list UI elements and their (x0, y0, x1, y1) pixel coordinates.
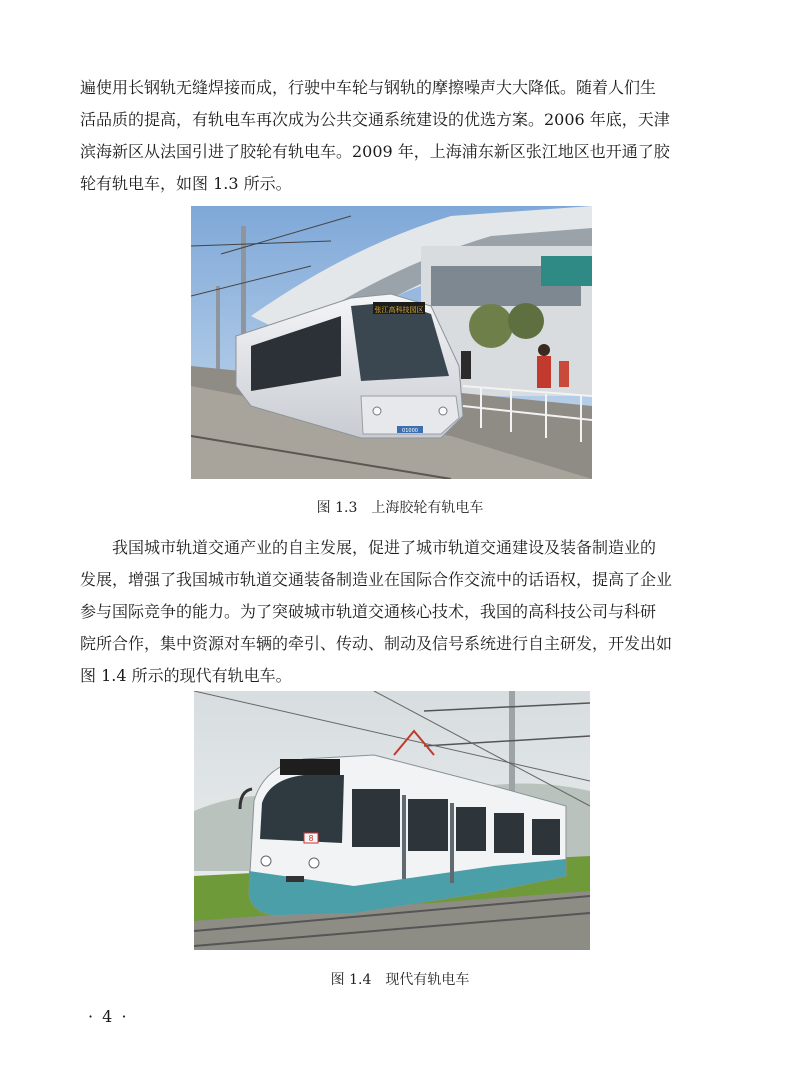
paragraph-2-line-1: 我国城市轨道交通产业的自主发展，促进了城市轨道交通建设及装备制造业的 (112, 538, 657, 557)
figure-1-3-number: 图 1.3 (316, 500, 358, 516)
paragraph-2-line-2: 发展，增强了我国城市轨道交通装备制造业在国际合作交流中的话语权，提高了企业 (80, 570, 673, 589)
paragraph-1 (80, 72, 720, 200)
figure-1-4-caption (0, 970, 800, 990)
figure-1-3-title: 上海胶轮有轨电车 (371, 500, 484, 516)
destination-sign: 张江高科技园区 (374, 306, 424, 314)
figure-1-4-photo (194, 691, 590, 950)
page-number: · 4 · (88, 1007, 129, 1026)
figure-1-3-caption (0, 498, 800, 518)
paragraph-2-line-5: 图 1.4 所示的现代有轨电车。 (80, 666, 292, 685)
route-number: 8 (308, 834, 314, 843)
figure-1-4-title: 现代有轨电车 (385, 972, 470, 988)
paragraph-2-line-3: 参与国际竞争的能力。为了突破城市轨道交通核心技术，我国的高科技公司与科研 (80, 602, 657, 621)
paragraph-2-line-4: 院所合作，集中资源对车辆的牵引、传动、制动及信号系统进行自主研发，开发出如 (80, 634, 673, 653)
paragraph-1-line-4: 轮有轨电车，如图 1.3 所示。 (80, 174, 292, 193)
figure-1-3-photo (191, 206, 592, 479)
paragraph-1-line-1: 遍使用长钢轨无缝焊接而成，行驶中车轮与钢轨的摩擦噪声大大降低。随着人们生 (80, 78, 657, 97)
figure-1-4-number: 图 1.4 (330, 972, 372, 988)
paragraph-1-line-2: 活品质的提高，有轨电车再次成为公共交通系统建设的优选方案。2006 年底，天津 (80, 110, 670, 129)
tram-plate: 01000 (402, 428, 418, 434)
paragraph-2 (80, 532, 720, 692)
paragraph-1-line-3: 滨海新区从法国引进了胶轮有轨电车。2009 年，上海浦东新区张江地区也开通了胶 (80, 142, 670, 161)
